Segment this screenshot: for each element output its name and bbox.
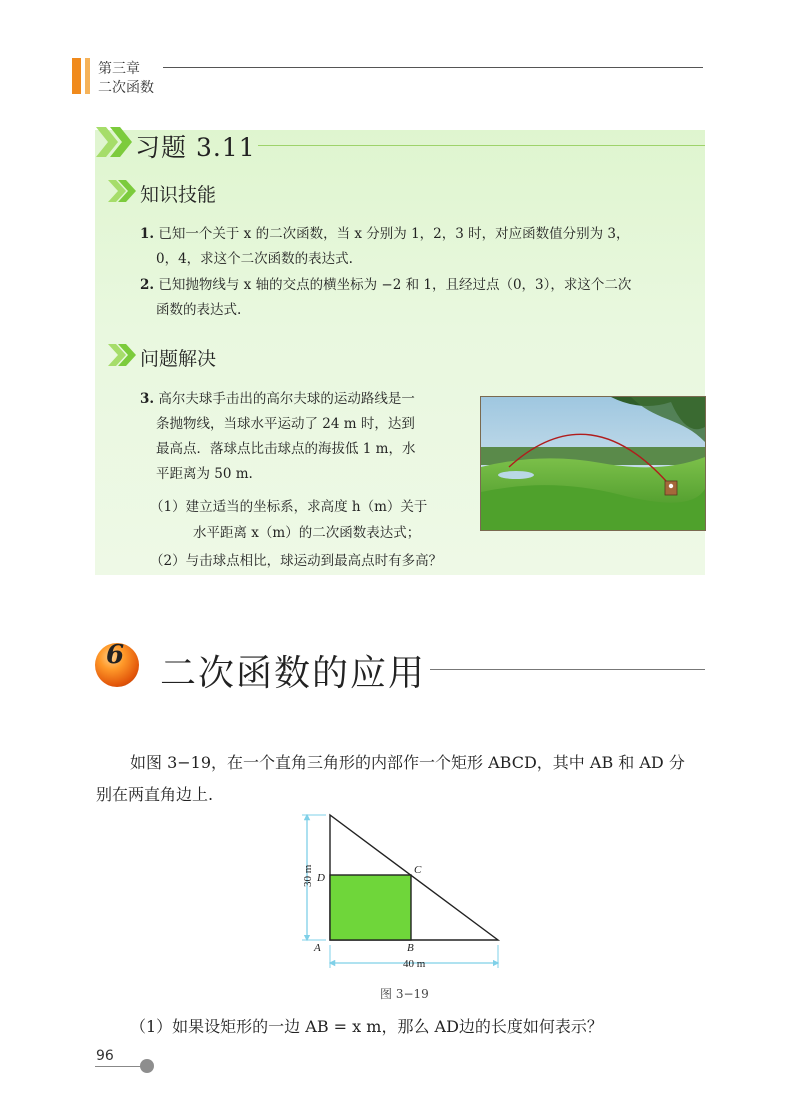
section-title: 二次函数的应用: [160, 653, 427, 694]
vertex-label-d: D: [317, 872, 325, 884]
golf-course-photo: [480, 396, 706, 531]
question-3-part1-line2: 水平距离 x（m）的二次函数表达式；: [193, 525, 421, 541]
footer-dot: [140, 1059, 154, 1073]
footer-rule: [95, 1066, 145, 1067]
intro-paragraph-line1: 如图 3−19，在一个直角三角形的内部作一个矩形 ABCD，其中 AB 和 AD 分: [130, 753, 685, 772]
knowledge-skills-heading: 知识技能: [140, 184, 217, 206]
question-3-part2: （2）与击球点相比，球运动到最高点时有多高？: [150, 553, 443, 569]
vertex-label-c: C: [414, 864, 422, 876]
page-number: 96: [96, 1048, 114, 1064]
question-3: [140, 387, 415, 412]
chapter-label: 第三章: [98, 61, 140, 77]
exercise-chevron-icon: [96, 122, 136, 162]
question-1-line1: 已知一个关于 x 的二次函数，当 x 分别为 1，2，3 时，对应函数值分别为 3，: [158, 226, 630, 242]
question-1-number: 1.: [140, 226, 155, 242]
question-3-number: 3.: [140, 391, 155, 407]
question-3-line4: 平距离为 50 m.: [156, 466, 253, 482]
height-label: 30 m: [302, 864, 314, 887]
width-label: 40 m: [403, 958, 426, 970]
question-part-1: （1）如果设矩形的一边 AB = x m，那么 AD边的长度如何表示？: [130, 1017, 603, 1036]
section-number: 6: [105, 640, 125, 670]
question-3-line3: 最高点．落球点比击球点的海拔低 1 m，水: [156, 441, 416, 457]
vertex-label-b: B: [407, 942, 414, 954]
exercise-title: 习题 3.11: [135, 133, 256, 162]
vertex-label-a: A: [314, 942, 321, 954]
intro-paragraph-line2: 别在两直角边上.: [96, 785, 214, 804]
chapter-marker-bar-light: [85, 58, 90, 94]
chapter-marker-bar: [72, 58, 81, 94]
figure-caption: 图 3−19: [380, 987, 429, 1001]
question-3-part1: （1）建立适当的坐标系，求高度 h（m）关于: [150, 499, 428, 515]
problem-solving-heading: 问题解决: [140, 348, 217, 370]
figure-3-19: [290, 805, 520, 980]
question-2-line1: 已知抛物线与 x 轴的交点的横坐标为 −2 和 1，且经过点（0，3），求这个二次: [158, 277, 632, 293]
question-2-number: 2.: [140, 277, 155, 293]
problem-solving-chevron-icon: [108, 340, 138, 370]
question-2-line2: 函数的表达式.: [156, 302, 242, 318]
header-rule: [163, 67, 703, 68]
rectangle-abcd: [330, 875, 411, 940]
question-1: [140, 222, 630, 247]
question-1-line2: 0，4，求这个二次函数的表达式.: [156, 251, 353, 267]
question-3-line2: 条抛物线，当球水平运动了 24 m 时，达到: [156, 416, 415, 432]
question-2: [140, 273, 631, 298]
question-3-line1: 高尔夫球手击出的高尔夫球的运动路线是一: [158, 391, 415, 407]
exercise-title-rule: [258, 145, 705, 146]
section-title-rule: [430, 669, 705, 670]
knowledge-chevron-icon: [108, 176, 138, 206]
chapter-title: 二次函数: [98, 80, 154, 96]
